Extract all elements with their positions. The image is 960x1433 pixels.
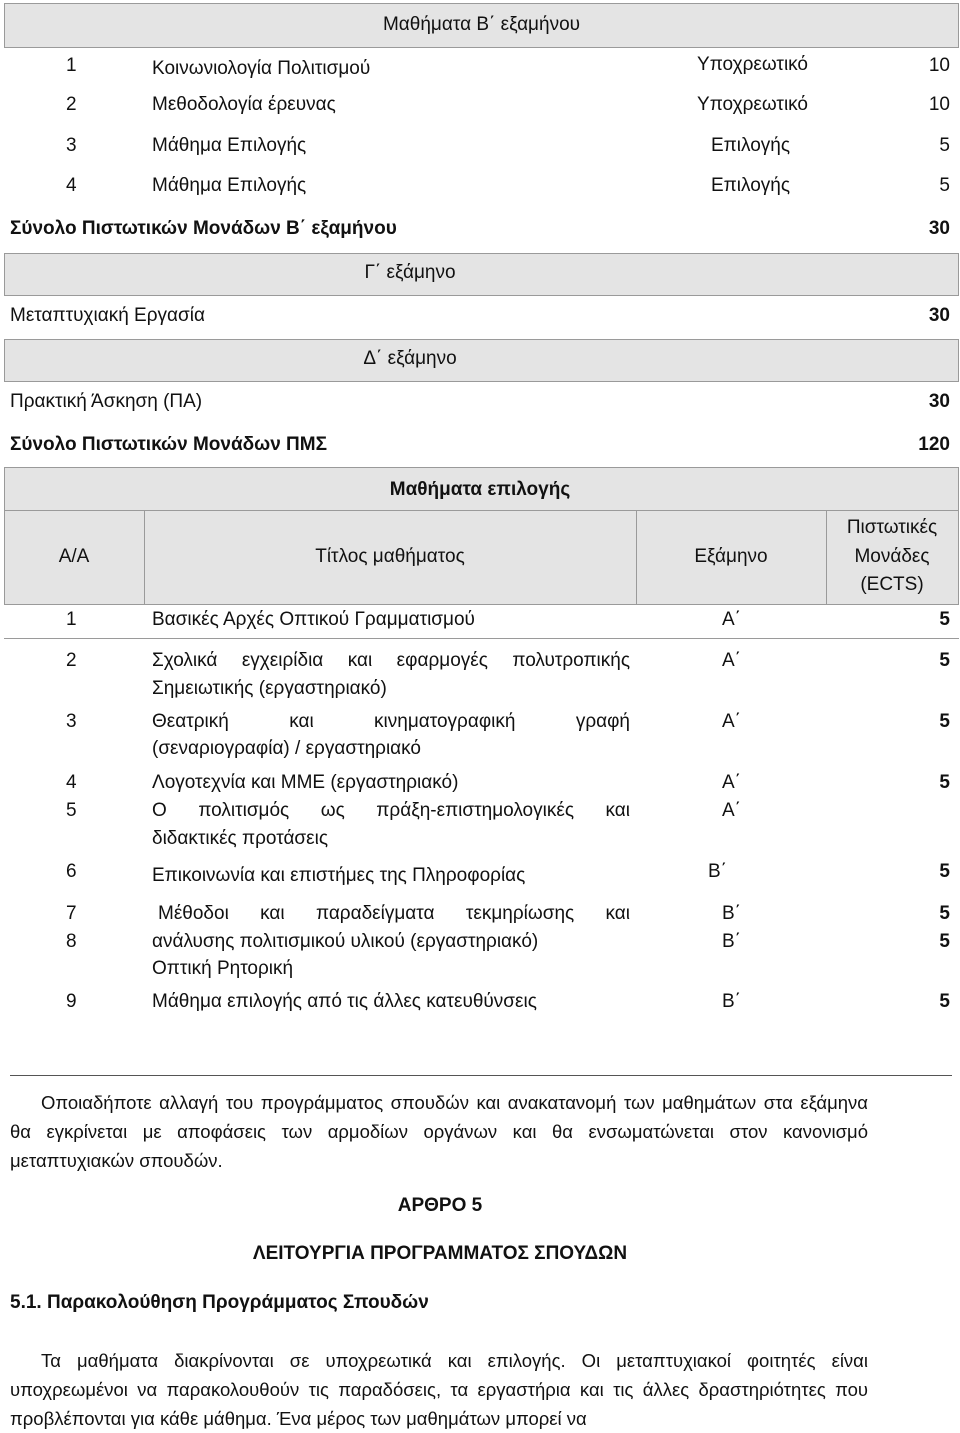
row-number: 1 [66, 55, 77, 76]
course-semester: Β΄ [708, 861, 727, 882]
course-ects: 5 [939, 903, 950, 924]
course-ects: 5 [939, 772, 950, 793]
course-title: Μάθημα Επιλογής [152, 135, 307, 156]
course-ects: 5 [939, 175, 950, 196]
course-title: Βασικές Αρχές Οπτικού Γραμματισμού [152, 609, 475, 630]
course-title-line3: Οπτική Ρητορική [152, 958, 294, 979]
course-semester: Α΄ [722, 650, 741, 671]
row-number: 6 [66, 861, 77, 882]
course-semester: Β΄ [722, 931, 741, 952]
attendance-paragraph: Τα μαθήματα διακρίνονται σε υποχρεωτικά και επιλογής. Οι μεταπτυχιακοί φοιτητές είναι υποχρεωμένοι να παρακολουθούν τις παραδόσεις, τα εργαστήρια και τις άλλες δραστηριότητες που προβλέπονται για κάθε μάθημα. Ένα μέρος των μαθημάτων μπορεί να [10, 1350, 868, 1429]
course-title: Επικοινωνία και επιστήμες της Πληροφορίας [152, 865, 526, 886]
row-number: 1 [66, 609, 77, 630]
course-title-line2: διδακτικές προτάσεις [152, 828, 329, 849]
course-ects: 10 [928, 55, 950, 76]
semester-c-header: Γ΄ εξάμηνο [364, 262, 456, 283]
section-divider [10, 1075, 952, 1076]
electives-header: Μαθήματα επιλογής [389, 479, 571, 500]
course-title: Λογοτεχνία και ΜΜΕ (εργαστηριακό) [152, 772, 459, 793]
row-number: 8 [66, 931, 77, 952]
course-ects: 5 [939, 931, 950, 952]
course-semester: Β΄ [722, 991, 741, 1012]
course-type: Επιλογής [710, 135, 790, 156]
course-type: Υποχρεωτικό [697, 54, 808, 75]
course-title-line1: Ο πολιτισμός ως πράξη-επιστημολογικές και [152, 800, 630, 821]
row-number: 4 [66, 772, 77, 793]
semester-b-header: Μαθήματα Β΄ εξαμήνου [382, 14, 581, 35]
row-number: 4 [66, 175, 77, 196]
row-number: 5 [66, 800, 77, 821]
article-title: ΑΡΘΡΟ 5 [397, 1195, 483, 1216]
row-number: 9 [66, 991, 77, 1012]
row-number: 2 [66, 650, 77, 671]
semester-d-header: Δ΄ εξάμηνο [363, 348, 457, 369]
course-title-line2: Σημειωτικής (εργαστηριακό) [152, 678, 387, 699]
course-title-line1: Μέθοδοι και παραδείγματα τεκμηρίωσης και [158, 903, 630, 924]
course-title-line1: Σχολικά εγχειρίδια και εφαρμογές πολυτροπικής [152, 650, 630, 671]
course-title: Κοινωνιολογία Πολιτισμού [152, 58, 371, 79]
semester-c-value: 30 [928, 305, 950, 326]
course-ects: 5 [939, 650, 950, 671]
course-title: Μάθημα επιλογής από τις άλλες κατευθύνσεις [152, 991, 537, 1012]
column-header-title: Τίτλος μαθήματος [315, 546, 465, 567]
course-type: Επιλογής [710, 175, 790, 196]
row-number: 3 [66, 711, 77, 732]
semester-d-value: 30 [928, 391, 950, 412]
column-header-ects-line3: (ECTS) [860, 574, 924, 595]
column-header-ects-line1: Πιστωτικές [846, 517, 938, 538]
course-ects: 5 [939, 711, 950, 732]
course-ects: 10 [928, 94, 950, 115]
course-semester: Α΄ [722, 772, 741, 793]
course-ects: 5 [939, 135, 950, 156]
course-title: Μεθοδολογία έρευνας [152, 94, 336, 115]
column-header-semester: Εξάμηνο [694, 546, 768, 567]
semester-b-total-value: 30 [928, 218, 950, 239]
course-title: Μάθημα Επιλογής [152, 175, 307, 196]
course-ects: 5 [939, 861, 950, 882]
program-total-value: 120 [918, 434, 950, 455]
program-total-label: Σύνολο Πιστωτικών Μονάδων ΠΜΣ [10, 434, 327, 455]
course-semester: Α΄ [722, 800, 741, 821]
row-number: 7 [66, 903, 77, 924]
amendment-note: Οποιαδήποτε αλλαγή του προγράμματος σπουδών και ανακατανομή των μαθημάτων στα εξάμηνα θα εγκρίνεται με αποφάσεις των αρμοδίων οργάνων και θα ενσωματώνεται στον κανονισμό μεταπτυχιακών σπουδών. [10, 1092, 868, 1171]
row-number: 2 [66, 94, 77, 115]
semester-b-total-label: Σύνολο Πιστωτικών Μονάδων Β΄ εξαμήνου [10, 218, 397, 239]
column-header-no: Α/Α [58, 546, 90, 567]
article-subtitle: ΛΕΙΤΟΥΡΓΙΑ ΠΡΟΓΡΑΜΜΑΤΟΣ ΣΠΟΥΔΩΝ [252, 1243, 628, 1264]
semester-c-label: Μεταπτυχιακή Εργασία [10, 305, 205, 326]
course-ects: 5 [939, 609, 950, 630]
course-semester: Α΄ [722, 609, 741, 630]
section-heading: 5.1. Παρακολούθηση Προγράμματος Σπουδών [10, 1292, 429, 1313]
course-title-line1: Θεατρική και κινηματογραφική γραφή [152, 711, 630, 732]
course-title-line2: (σεναριογραφία) / εργαστηριακό [152, 738, 421, 759]
course-semester: Β΄ [722, 903, 741, 924]
course-type: Υποχρεωτικό [697, 94, 808, 115]
row-number: 3 [66, 135, 77, 156]
course-title-line2: ανάλυσης πολιτισμικού υλικού (εργαστηριακό) [152, 931, 539, 952]
course-semester: Α΄ [722, 711, 741, 732]
course-ects: 5 [939, 991, 950, 1012]
semester-d-label: Πρακτική Άσκηση (ΠΑ) [10, 391, 203, 412]
column-header-ects-line2: Μονάδες [854, 546, 930, 567]
